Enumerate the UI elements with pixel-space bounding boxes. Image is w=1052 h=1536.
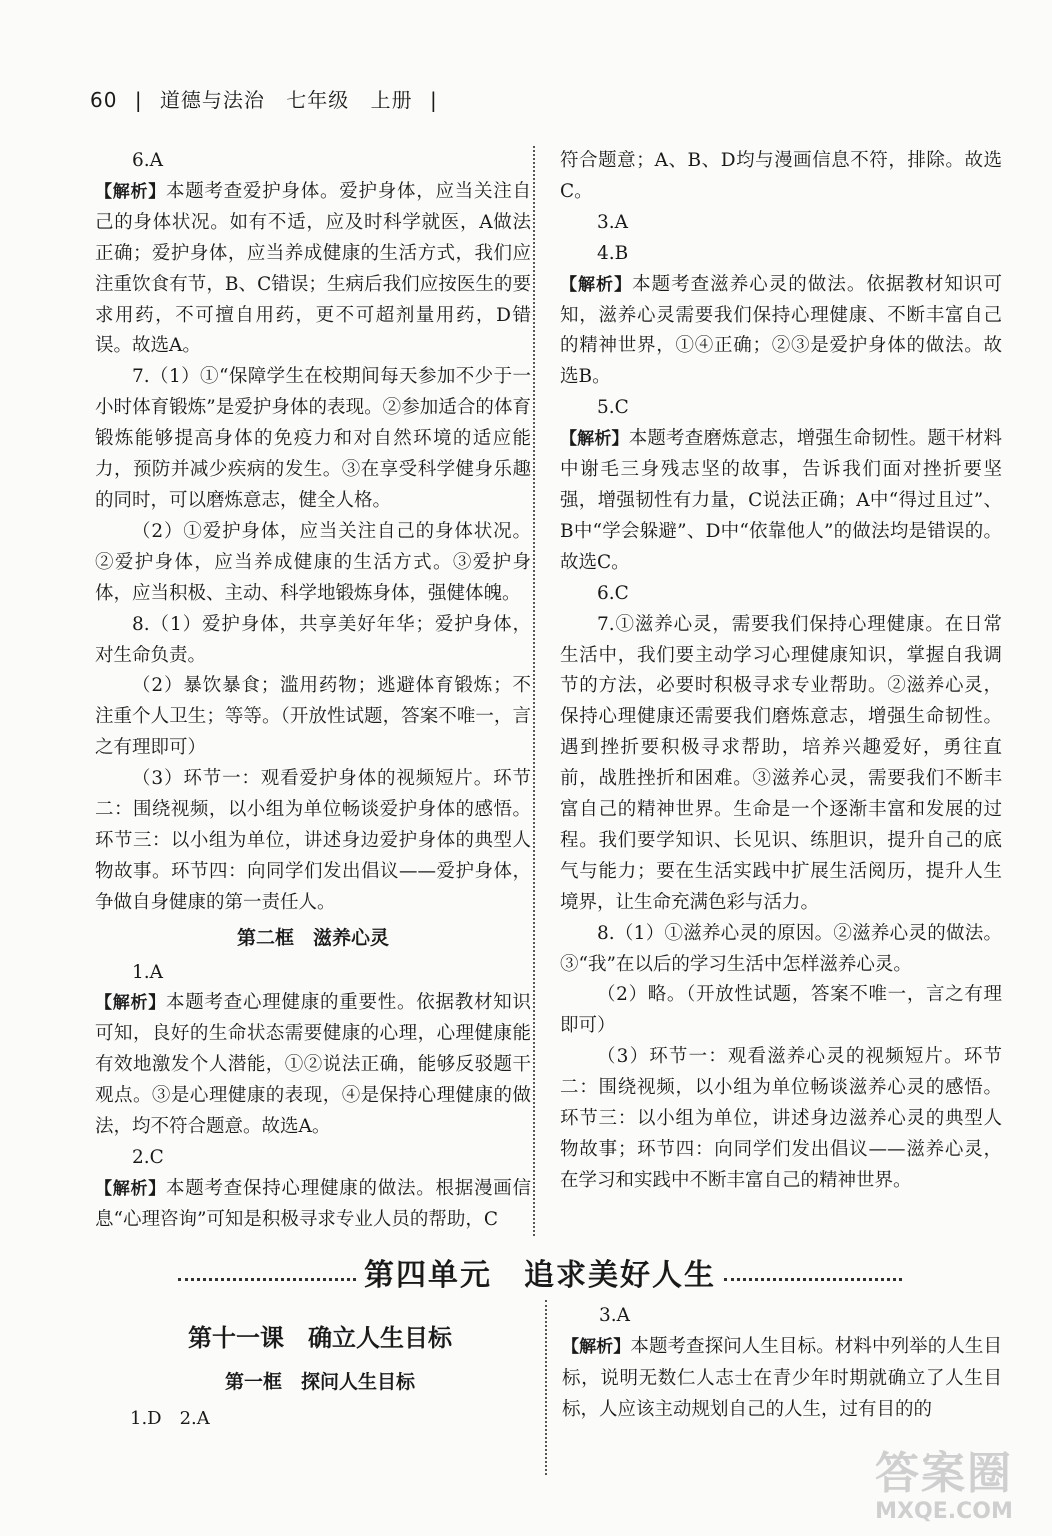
unit-title: 第四单元 追求美好人生	[364, 1258, 716, 1293]
answer-r8-2: （2）略。（开放性试题，答案不唯一，言之有理即可）	[560, 984, 1002, 1037]
answer-7-2: （2）①爱护身体，应当关注自己的身体状况。②爱护身体，应当养成健康的生活方式。③爱护身体，应当积极、主动、科学地锻炼身体，强健体魄。	[95, 520, 531, 604]
lesson-subtitle: 第一框 探问人生目标	[224, 1371, 415, 1393]
answer-r8-3: （3）环节一：观看滋养心灵的视频短片。环节二：围绕视频，以小组为单位畅谈滋养心灵的感悟。环节三：以小组为单位，讲述身边滋养心灵的典型人物故事；环节四：向同学们发出倡议——滋养心灵，在学习和实践中不断丰富自己的精神世界。	[560, 1046, 1002, 1191]
answer-r4: 4.B	[597, 242, 629, 264]
answer-8-3: （3）环节一：观看爱护身体的视频短片。环节二：围绕视频，以小组为单位畅谈爱护身体的感悟。环节三：以小组为单位，讲述身边爱护身体的典型人物故事。环节四：向同学们发出倡议——爱护身体，争做自身健康的第一责任人。	[95, 768, 531, 913]
watermark-logo: 答案圈 MXQE.COM	[875, 1448, 1013, 1524]
answer-6: 6.A	[132, 150, 164, 171]
answer-r6: 6.C	[597, 582, 629, 604]
page-number: 60	[90, 88, 118, 112]
answer-7-1: 7.（1）①“保障学生在校期间每天参加不少于一小时体育锻炼”是爱护身体的表现。②参加适合的体育锻炼能够提高身体的免疫力和对自然环境的适应能力，预防并减少疾病的发生。③在享受科学健身乐趣的同时，可以磨炼意志，健全人格。	[95, 366, 531, 511]
analysis-6: 【解析】本题考查爱护身体。爱护身体，应当关注自己的身体状况。如有不适，应及时科学就医，A做法正确；爱护身体，应当养成健康的生活方式，我们应注重饮食有节，B、C错误；生病后我们应按医生的要求用药，不可擅自用药，更不可超剂量用药，D错误。故选A。	[95, 180, 531, 357]
answer-8-1: 8.（1）爱护身体，共享美好年华；爱护身体，对生命负责。	[95, 613, 531, 666]
answer-s2: 2.C	[132, 1147, 164, 1168]
volume: 上册	[370, 88, 413, 112]
answer-s1: 1.A	[132, 961, 164, 983]
analysis-s1: 【解析】本题考查心理健康的重要性。依据教材知识可知，良好的生命状态需要健康的心理，心理健康能有效地激发个人潜能，①②说法正确，能够反驳题干观点。③是心理健康的表现，④是保持心理健康的做法，均不符合题意。故选A。	[95, 992, 531, 1138]
bottom-right-column	[562, 1300, 1002, 1425]
right-column	[560, 146, 1002, 1197]
section-title: 第二框 滋养心灵	[236, 926, 389, 949]
analysis-r5: 【解析】本题考查磨炼意志，增强生命韧性。题干材料中谢毛三身残志坚的故事，告诉我们面对挫折要坚强，增强韧性有力量，C说法正确；A中“得过且过”、B中“学会躲避”、D中“依靠他人”的做法均是错误的。故选C。	[560, 428, 1002, 573]
page-header: 60 | 道德与法治 七年级 上册 |	[90, 88, 438, 112]
unit-banner	[170, 1252, 910, 1292]
lesson-title: 第十一课 确立人生目标	[188, 1324, 452, 1352]
answer-r7: 7.①滋养心灵，需要我们保持心理健康。在日常生活中，我们要主动学习心理健康知识，掌握自我调节的方法，必要时积极寻求专业帮助。②滋养心灵，保持心理健康还需要我们磨炼意志，增强生命韧性。遇到挫折要积极寻求帮助，培养兴趣爱好，勇往直前，战胜挫折和困难。③滋养心灵，需要我们不断丰富自己的精神世界。生命是一个逐渐丰富和发展的过程。我们要学知识、长见识、练胆识，提升自己的底气与能力；要在生活实践中扩展生活阅历，提升人生境界，让生命充满色彩与活力。	[560, 613, 1002, 913]
subject: 道德与法治	[159, 88, 265, 112]
analysis-r4: 【解析】本题考查滋养心灵的做法。依据教材知识可知，滋养心灵需要我们保持心理健康、不断丰富自己的精神世界，①④正确；②③是爱护身体的做法。故选B。	[560, 273, 1002, 388]
lesson-block	[110, 1318, 530, 1429]
lesson-answers: 1.D 2.A	[130, 1408, 210, 1429]
grade: 七年级	[286, 88, 350, 112]
answer-r8-1: 8.（1）①滋养心灵的原因。②滋养心灵的做法。③“我”在以后的学习生活中怎样滋养心灵。	[560, 922, 1002, 975]
answer-8-2: （2）暴饮暴食；滥用药物；逃避体育锻炼；不注重个人卫生；等等。（开放性试题，答案不唯一，言之有理即可）	[95, 675, 531, 759]
answer-r3: 3.A	[597, 211, 629, 233]
answer-b3: 3.A	[599, 1305, 631, 1326]
analysis-continued: 符合题意；A、B、D均与漫画信息不符，排除。故选C。	[560, 150, 1002, 202]
dotted-rule-right	[724, 1264, 902, 1281]
answer-r5: 5.C	[597, 397, 629, 419]
dotted-rule-left	[178, 1264, 356, 1281]
analysis-b3: 【解析】本题考查探问人生目标。材料中列举的人生目标，说明无数仁人志士在青少年时期就确立了人生目标，人应该主动规划自己的人生，过有目的的	[562, 1336, 1003, 1420]
analysis-s2: 【解析】本题考查保持心理健康的做法。根据漫画信息“心理咨询”可知是积极寻求专业人员的帮助，C	[95, 1177, 531, 1230]
column-divider-bottom	[545, 1300, 547, 1475]
left-column	[95, 146, 531, 1236]
column-divider	[533, 146, 535, 1236]
